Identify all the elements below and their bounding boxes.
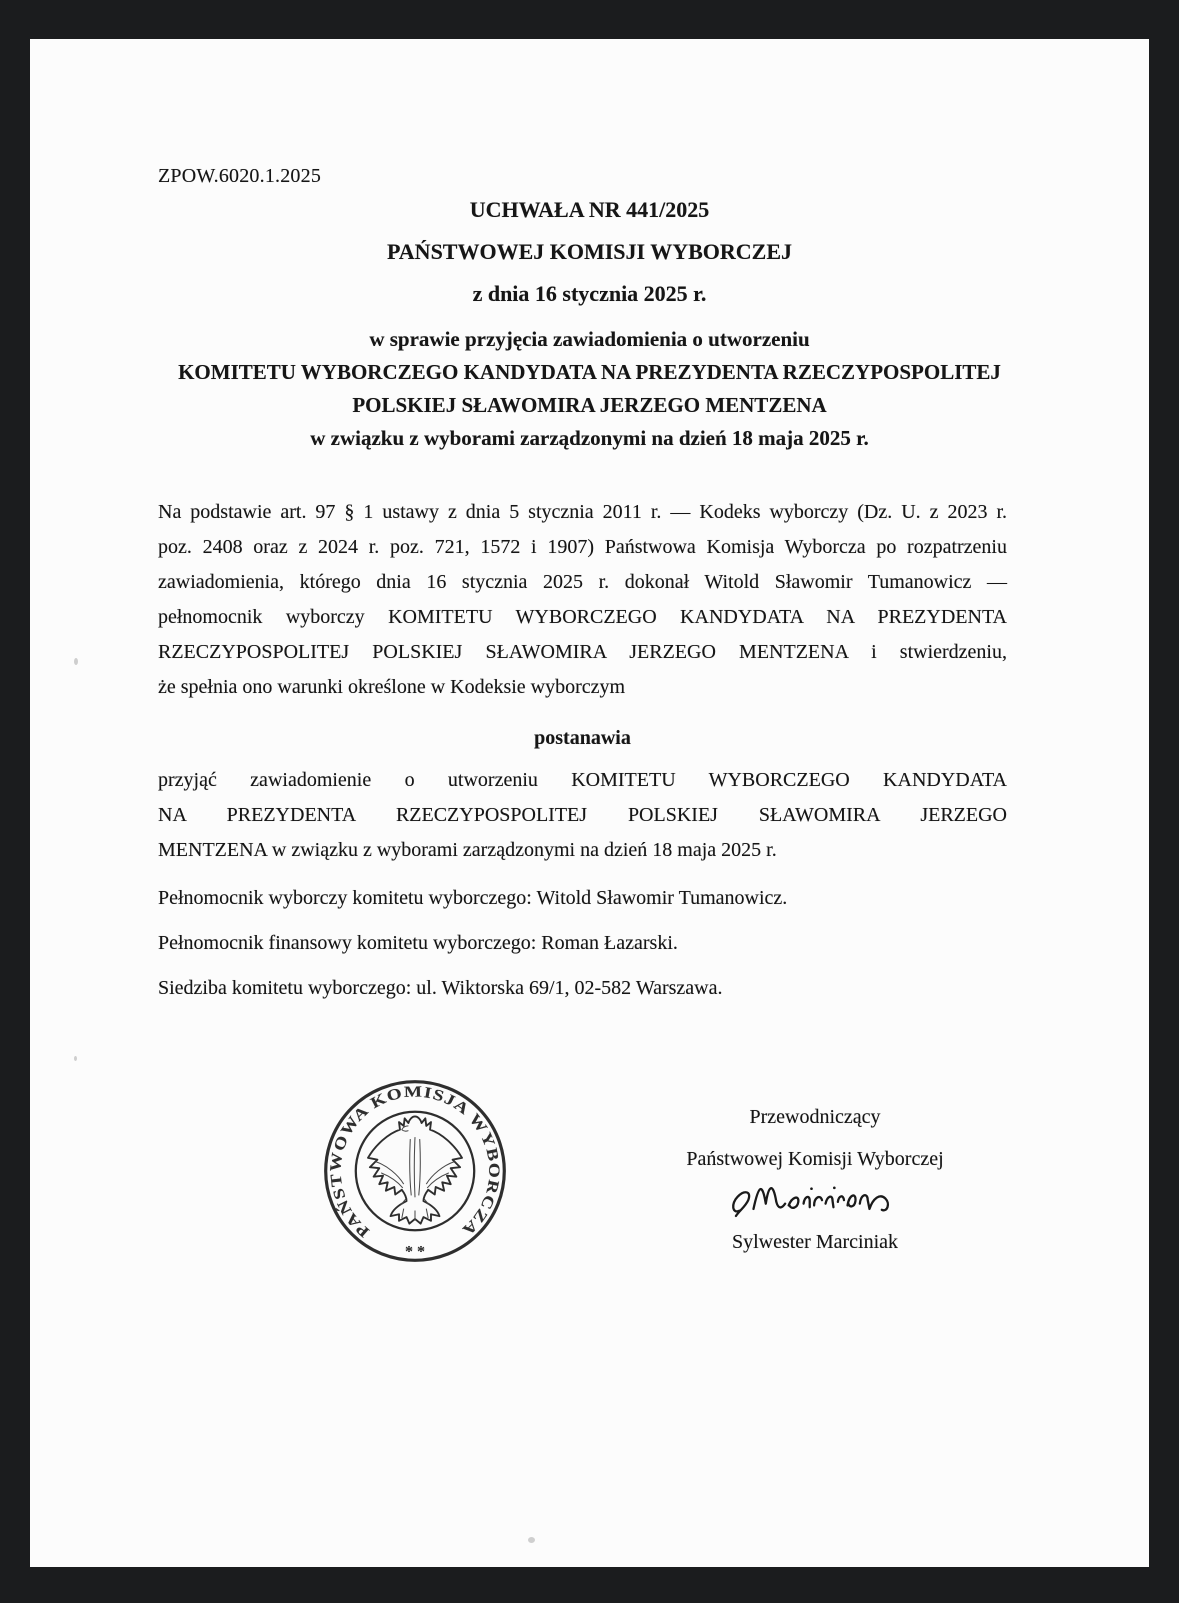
subject-block [30,323,1149,455]
committee-address-line: Siedziba komitetu wyborczego: ul. Wiktorska 69/1, 02-582 Warszawa. [158,977,723,999]
scan-artifact-dot [528,1537,535,1543]
electoral-agent-line: Pełnomocnik wyborczy komitetu wyborczego: Witold Sławomir Tumanowicz. [158,887,788,909]
pkw-seal-stamp [321,1077,509,1265]
decision-line: MENTZENA w związku z wyborami zarządzonymi na dzień 18 maja 2025 r. [158,839,777,861]
document-page [30,39,1149,1567]
legal-line: RZECZYPOSPOLITEJ POLSKIEJ SŁAWOMIRA JERZEGO MENTZENA i stwierdzeniu, [158,641,1007,663]
subject-line: KOMITETU WYBORCZEGO KANDYDATA NA PREZYDENTA RZECZYPOSPOLITEJ [178,360,1001,384]
subject-line: w sprawie przyjęcia zawiadomienia o utworzeniu [369,327,810,351]
financial-agent-line: Pełnomocnik finansowy komitetu wyborczego: Roman Łazarski. [158,932,678,954]
polish-eagle-icon [368,1116,462,1223]
chairman-role-line: Przewodniczący [749,1106,881,1128]
decision-line: przyjąć zawiadomienie o utworzeniu KOMITETU WYBORCZEGO KANDYDATA [158,769,1007,791]
scan-artifact-dot [74,658,78,665]
subject-line: POLSKIEJ SŁAWOMIRA JERZEGO MENTZENA [352,393,827,417]
decision-line: NA PREZYDENTA RZECZYPOSPOLITEJ POLSKIEJ SŁAWOMIRA JERZEGO [158,804,1007,826]
reference-number: ZPOW.6020.1.2025 [158,165,322,187]
legal-line: że spełnia ono warunki określone w Kodeksie wyborczym [158,676,626,698]
legal-line: poz. 2408 oraz z 2024 r. poz. 721, 1572 i 1907) Państwowa Komisja Wyborcza po rozpatrzeniu [158,536,1007,558]
stamp-ring-text: PAŃSTWOWA KOMISJA WYBORCZA [327,1083,503,1241]
officials-block [158,881,1058,1016]
title-line-authority: PAŃSTWOWEJ KOMISJI WYBORCZEJ [386,239,793,264]
subject-line: w związku z wyborami zarządzonymi na dzień 18 maja 2025 r. [310,426,869,450]
resolution-title [30,189,1149,315]
chairman-org-line: Państwowej Komisji Wyborczej [686,1148,944,1170]
legal-line: zawiadomienia, którego dnia 16 stycznia 2025 r. dokonał Witold Sławomir Tumanowicz — [158,571,1007,593]
legal-basis-paragraph [158,495,1007,705]
title-line-date: z dnia 16 stycznia 2025 r. [472,281,707,306]
title-line-number: UCHWAŁA NR 441/2025 [469,197,710,222]
stamp-stars: * * [405,1243,425,1261]
legal-line: pełnomocnik wyborczy KOMITETU WYBORCZEGO KANDYDATA NA PREZYDENTA [158,606,1007,628]
scan-artifact-dot [74,1056,77,1061]
handwritten-signature-icon [720,1165,910,1223]
decision-paragraph [158,763,1007,868]
legal-line: Na podstawie art. 97 § 1 ustawy z dnia 5 stycznia 2011 r. — Kodeks wyborczy (Dz. U. z 2023 r. [158,501,1007,523]
chairman-name: Sylwester Marciniak [731,1231,899,1253]
decision-word: postanawia [534,727,631,749]
